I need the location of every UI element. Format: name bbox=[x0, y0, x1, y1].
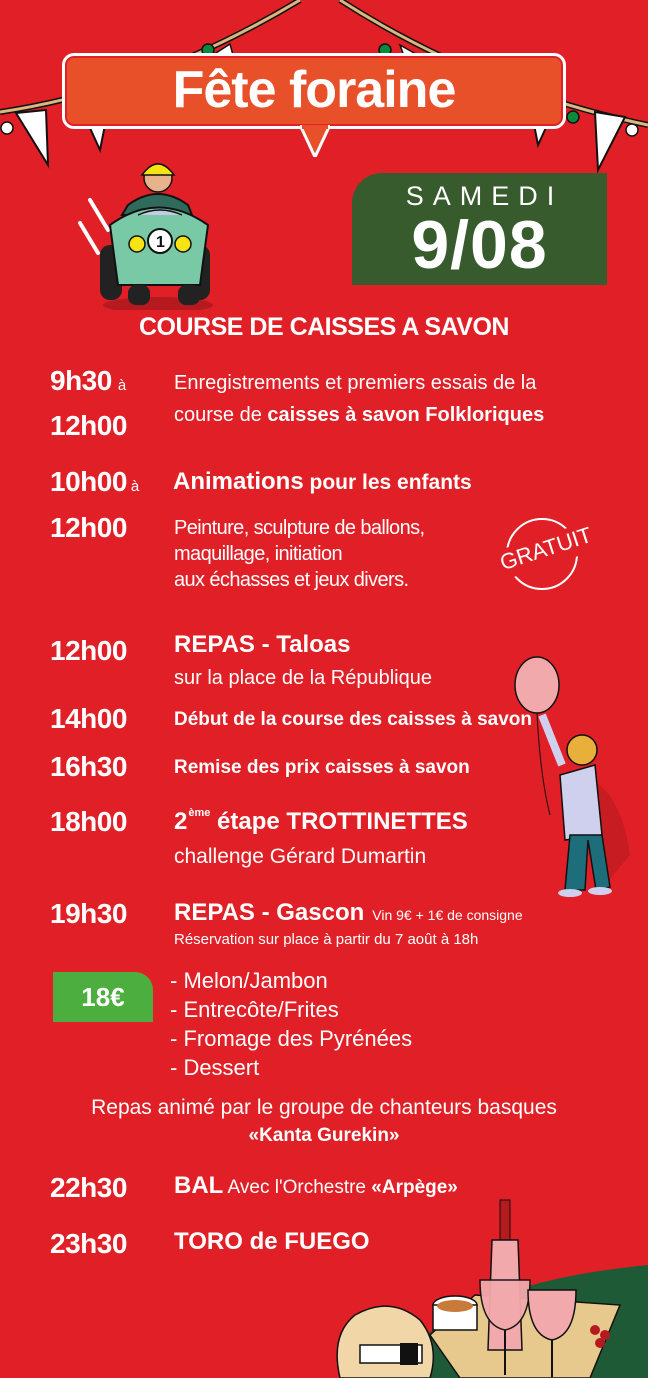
time: 22h30 bbox=[50, 1172, 127, 1203]
time: 14h00 bbox=[50, 703, 127, 734]
time: 12h00 bbox=[50, 635, 127, 666]
animation-line: Repas animé par le groupe de chanteurs basques bbox=[91, 1096, 557, 1119]
event-description-line: Peinture, sculpture de ballons, bbox=[174, 517, 425, 539]
section-title: COURSE DE CAISSES A SAVON bbox=[139, 313, 509, 341]
reservation-note: Réservation sur place à partir du 7 août à 18h bbox=[174, 931, 479, 948]
event-title: REPAS - Taloas bbox=[174, 631, 351, 658]
svg-text:1: 1 bbox=[156, 234, 165, 251]
event-title: Remise des prix caisses à savon bbox=[174, 757, 470, 778]
date-day: SAMEDI bbox=[405, 181, 564, 211]
speech-bubble-tail-icon bbox=[300, 125, 330, 157]
menu-item: - Fromage des Pyrénées bbox=[170, 1026, 413, 1051]
event-subtitle: challenge Gérard Dumartin bbox=[174, 845, 427, 868]
page-title: Fête foraine bbox=[172, 61, 456, 119]
date-box bbox=[352, 173, 607, 285]
wine-price-note: Vin 9€ + 1€ de consigne bbox=[372, 907, 523, 923]
menu-item: - Entrecôte/Frites bbox=[170, 997, 339, 1022]
menu-item: - Dessert bbox=[170, 1055, 260, 1080]
time: 19h30 bbox=[50, 898, 127, 929]
event-title: TORO de FUEGO bbox=[174, 1228, 370, 1255]
time: 16h30 bbox=[50, 751, 127, 782]
free-badge: GRATUIT bbox=[496, 521, 595, 576]
event-title: BAL Avec l'Orchestre «Arpège» bbox=[174, 1172, 458, 1199]
time-start: 10h00 à bbox=[50, 466, 139, 497]
event-description-line: maquillage, initiation bbox=[174, 543, 343, 565]
event-title: 2ème étape TROTTINETTES bbox=[174, 807, 468, 835]
event-title: REPAS - Gascon Vin 9€ + 1€ de consigne bbox=[174, 899, 523, 926]
date-number: 9/08 bbox=[411, 207, 548, 283]
time: 23h30 bbox=[50, 1228, 127, 1259]
event-description-line: Enregistrements et premiers essais de la bbox=[174, 372, 537, 394]
connector: à bbox=[117, 377, 126, 394]
time: 18h00 bbox=[50, 806, 127, 837]
event-subtitle: sur la place de la République bbox=[174, 667, 432, 689]
child-with-balloon-illustration-icon bbox=[510, 655, 645, 900]
time-end: 12h00 bbox=[50, 512, 127, 543]
price-badge: 18€ bbox=[53, 972, 153, 1022]
animation-group: «Kanta Gurekin» bbox=[248, 1125, 400, 1146]
time-start: 9h30 à bbox=[50, 365, 126, 396]
event-title: Animations pour les enfants bbox=[173, 468, 472, 495]
menu-item: - Melon/Jambon bbox=[170, 968, 328, 993]
food-wine-hat-illustration-icon bbox=[300, 1195, 648, 1378]
event-description-line: course de caisses à savon Folkloriques bbox=[174, 404, 545, 426]
event-description-line: aux échasses et jeux divers. bbox=[174, 569, 409, 591]
event-title: Début de la course des caisses à savon bbox=[174, 709, 533, 730]
time-end: 12h00 bbox=[50, 410, 127, 441]
soapbox-racer-illustration-icon bbox=[70, 145, 215, 310]
